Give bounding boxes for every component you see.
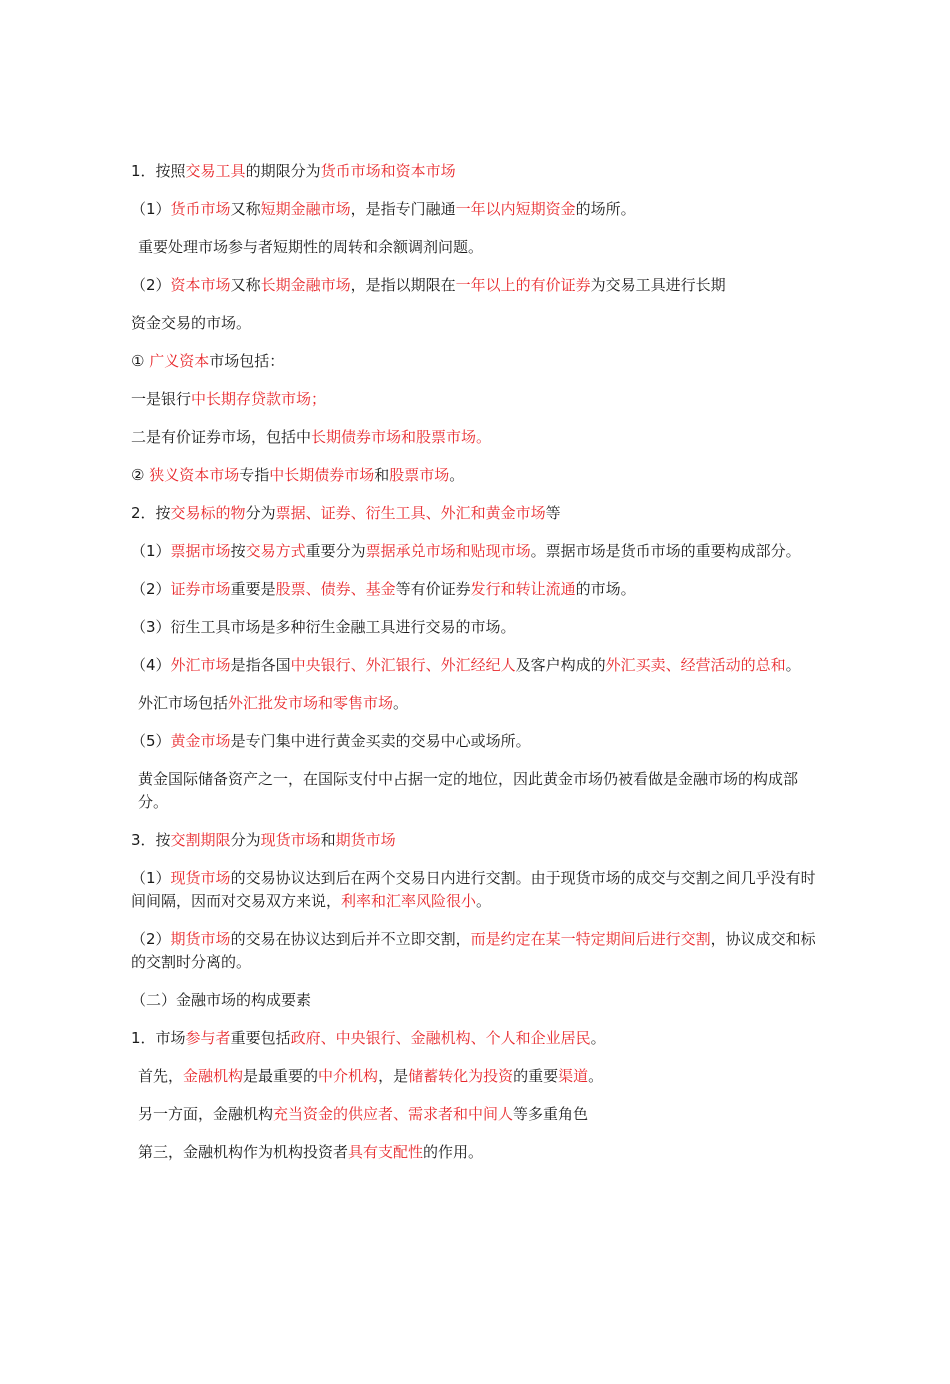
paragraph bbox=[131, 989, 816, 1012]
paragraph bbox=[131, 928, 816, 974]
text-run: （3）衍生工具市场是多种衍生金融工具进行交易的市场。 bbox=[131, 618, 516, 636]
text-run: 1．按照 bbox=[131, 162, 186, 180]
highlighted-text: 股票、债券、基金 bbox=[275, 580, 396, 598]
paragraph bbox=[131, 312, 816, 335]
highlighted-text: 渠道 bbox=[558, 1067, 589, 1085]
paragraph bbox=[131, 829, 816, 852]
highlighted-text: 现货市场 bbox=[170, 869, 231, 887]
text-run: 重要是 bbox=[230, 580, 276, 598]
highlighted-text: 外汇市场 bbox=[170, 656, 231, 674]
text-run: 。 bbox=[393, 694, 409, 712]
text-run: 分为 bbox=[245, 504, 276, 522]
text-run: 等多重角色 bbox=[513, 1105, 589, 1123]
text-run: 为交易工具进行长期 bbox=[590, 276, 726, 294]
text-run: ，是指以期限在 bbox=[350, 276, 456, 294]
highlighted-text: 中央银行、外汇银行、外汇经纪人 bbox=[290, 656, 516, 674]
highlighted-text: 交易方式 bbox=[245, 542, 306, 560]
highlighted-text: 发行和转让流通 bbox=[470, 580, 576, 598]
text-run: 二是有价证券市场，包括中 bbox=[131, 428, 312, 446]
highlighted-text: 股票市场 bbox=[389, 466, 450, 484]
highlighted-text: 广义资本 bbox=[149, 352, 210, 370]
paragraph bbox=[131, 350, 816, 373]
text-run: 外汇市场包括 bbox=[138, 694, 229, 712]
text-run: ① bbox=[131, 352, 150, 370]
text-run: 1．市场 bbox=[131, 1029, 186, 1047]
text-run: 等 bbox=[545, 504, 561, 522]
text-run: 是最重要的 bbox=[243, 1067, 319, 1085]
highlighted-text: 中长期债券市场 bbox=[269, 466, 375, 484]
paragraph bbox=[131, 426, 816, 449]
text-run: 。 bbox=[476, 892, 492, 910]
text-run: 黄金国际储备资产之一，在国际支付中占据一定的地位，因此黄金市场仍被看做是金融市场的构成部分。 bbox=[138, 770, 799, 811]
text-run: （1） bbox=[131, 542, 171, 560]
highlighted-text: 票据市场 bbox=[170, 542, 231, 560]
text-run: 的交易协议达到后在两个交易日内进行交割。由于现货市场的成交与交割之间几乎没有时间间隔，因而对交易双方来说， bbox=[131, 869, 816, 910]
paragraph bbox=[131, 768, 816, 814]
highlighted-text: 一年以上的有价证券 bbox=[455, 276, 591, 294]
paragraph bbox=[131, 1065, 816, 1088]
text-run: 的作用。 bbox=[423, 1143, 484, 1161]
paragraph bbox=[131, 388, 816, 411]
paragraph bbox=[131, 1103, 816, 1126]
text-run: ，是指专门融通 bbox=[350, 200, 456, 218]
paragraph bbox=[131, 692, 816, 715]
highlighted-text: 充当资金的供应者、需求者和中间人 bbox=[273, 1105, 514, 1123]
text-run: 重要包括 bbox=[230, 1029, 291, 1047]
paragraph bbox=[131, 616, 816, 639]
highlighted-text: 期货市场 bbox=[170, 930, 231, 948]
text-run: 。 bbox=[588, 1067, 604, 1085]
text-run: 资金交易的市场。 bbox=[131, 314, 252, 332]
text-run: （5） bbox=[131, 732, 171, 750]
paragraph bbox=[131, 502, 816, 525]
highlighted-text: 金融机构 bbox=[183, 1067, 244, 1085]
highlighted-text: 交易工具 bbox=[185, 162, 246, 180]
highlighted-text: 证券市场 bbox=[170, 580, 231, 598]
text-run: ，是 bbox=[378, 1067, 409, 1085]
paragraph bbox=[131, 160, 816, 183]
text-run: 又称 bbox=[230, 200, 261, 218]
paragraph bbox=[131, 540, 816, 563]
text-run: 。 bbox=[449, 466, 465, 484]
highlighted-text: 外汇批发市场和零售市场 bbox=[228, 694, 394, 712]
highlighted-text: 短期金融市场 bbox=[260, 200, 351, 218]
text-run: ，协议成交和标的交割时分离的。 bbox=[131, 930, 816, 971]
highlighted-text: 中介机构 bbox=[318, 1067, 379, 1085]
highlighted-text: 交割期限 bbox=[170, 831, 231, 849]
highlighted-text: 长期金融市场 bbox=[260, 276, 351, 294]
highlighted-text: 而是约定在某一特定期间后进行交割 bbox=[470, 930, 711, 948]
paragraph bbox=[131, 236, 816, 259]
highlighted-text: 狭义资本市场 bbox=[149, 466, 240, 484]
text-run: 又称 bbox=[230, 276, 261, 294]
text-run: 一是银行 bbox=[131, 390, 192, 408]
text-run: （2） bbox=[131, 930, 171, 948]
paragraph bbox=[131, 198, 816, 221]
highlighted-text: 长期债券市场和股票市场。 bbox=[311, 428, 492, 446]
text-run: 专指 bbox=[239, 466, 270, 484]
paragraph bbox=[131, 1027, 816, 1050]
text-run: 及客户构成的 bbox=[515, 656, 606, 674]
text-run: 重要处理市场参与者短期性的周转和余额调剂问题。 bbox=[138, 238, 484, 256]
text-run: 和 bbox=[374, 466, 390, 484]
text-run: 分为 bbox=[230, 831, 261, 849]
text-run: （二）金融市场的构成要素 bbox=[131, 991, 312, 1009]
text-run: 是指各国 bbox=[230, 656, 291, 674]
paragraph bbox=[131, 464, 816, 487]
highlighted-text: 资本市场 bbox=[170, 276, 231, 294]
text-run: 按 bbox=[230, 542, 246, 560]
text-run: ② bbox=[131, 466, 150, 484]
text-run: 。 bbox=[590, 1029, 606, 1047]
highlighted-text: 现货市场 bbox=[260, 831, 321, 849]
text-run: （1） bbox=[131, 869, 171, 887]
highlighted-text: 参与者 bbox=[185, 1029, 231, 1047]
text-run: 重要分为 bbox=[305, 542, 366, 560]
highlighted-text: 中长期存贷款市场； bbox=[191, 390, 327, 408]
paragraph bbox=[131, 578, 816, 601]
highlighted-text: 储蓄转化为投资 bbox=[408, 1067, 514, 1085]
text-run: 3．按 bbox=[131, 831, 171, 849]
highlighted-text: 期货市场 bbox=[335, 831, 396, 849]
text-run: 第三，金融机构作为机构投资者 bbox=[138, 1143, 349, 1161]
text-run: （4） bbox=[131, 656, 171, 674]
highlighted-text: 利率和汇率风险很小 bbox=[341, 892, 477, 910]
text-run: 的重要 bbox=[513, 1067, 559, 1085]
text-run: 等有价证券 bbox=[395, 580, 471, 598]
text-run: 的市场。 bbox=[575, 580, 636, 598]
highlighted-text: 票据、证券、衍生工具、外汇和黄金市场 bbox=[275, 504, 546, 522]
text-run: （2） bbox=[131, 276, 171, 294]
text-run: （2） bbox=[131, 580, 171, 598]
paragraph bbox=[131, 867, 816, 913]
text-run: 首先， bbox=[138, 1067, 184, 1085]
highlighted-text: 政府、中央银行、金融机构、个人和企业居民 bbox=[290, 1029, 591, 1047]
text-run: 2．按 bbox=[131, 504, 171, 522]
text-run: 和 bbox=[320, 831, 336, 849]
highlighted-text: 交易标的物 bbox=[170, 504, 246, 522]
document-body bbox=[131, 160, 816, 1179]
highlighted-text: 外汇买卖、经营活动的总和 bbox=[605, 656, 786, 674]
text-run: 的场所。 bbox=[575, 200, 636, 218]
highlighted-text: 具有支配性 bbox=[348, 1143, 424, 1161]
text-run: 是专门集中进行黄金买卖的交易中心或场所。 bbox=[230, 732, 531, 750]
paragraph bbox=[131, 274, 816, 297]
text-run: 。票据市场是货币市场的重要构成部分。 bbox=[530, 542, 801, 560]
paragraph bbox=[131, 654, 816, 677]
text-run: 市场包括： bbox=[209, 352, 285, 370]
text-run: 另一方面，金融机构 bbox=[138, 1105, 274, 1123]
paragraph bbox=[131, 730, 816, 753]
paragraph bbox=[131, 1141, 816, 1164]
highlighted-text: 黄金市场 bbox=[170, 732, 231, 750]
highlighted-text: 票据承兑市场和贴现市场 bbox=[365, 542, 531, 560]
highlighted-text: 一年以内短期资金 bbox=[455, 200, 576, 218]
text-run: （1） bbox=[131, 200, 171, 218]
text-run: 。 bbox=[785, 656, 801, 674]
highlighted-text: 货币市场和资本市场 bbox=[320, 162, 456, 180]
text-run: 的交易在协议达到后并不立即交割， bbox=[230, 930, 471, 948]
highlighted-text: 货币市场 bbox=[170, 200, 231, 218]
text-run: 的期限分为 bbox=[245, 162, 321, 180]
